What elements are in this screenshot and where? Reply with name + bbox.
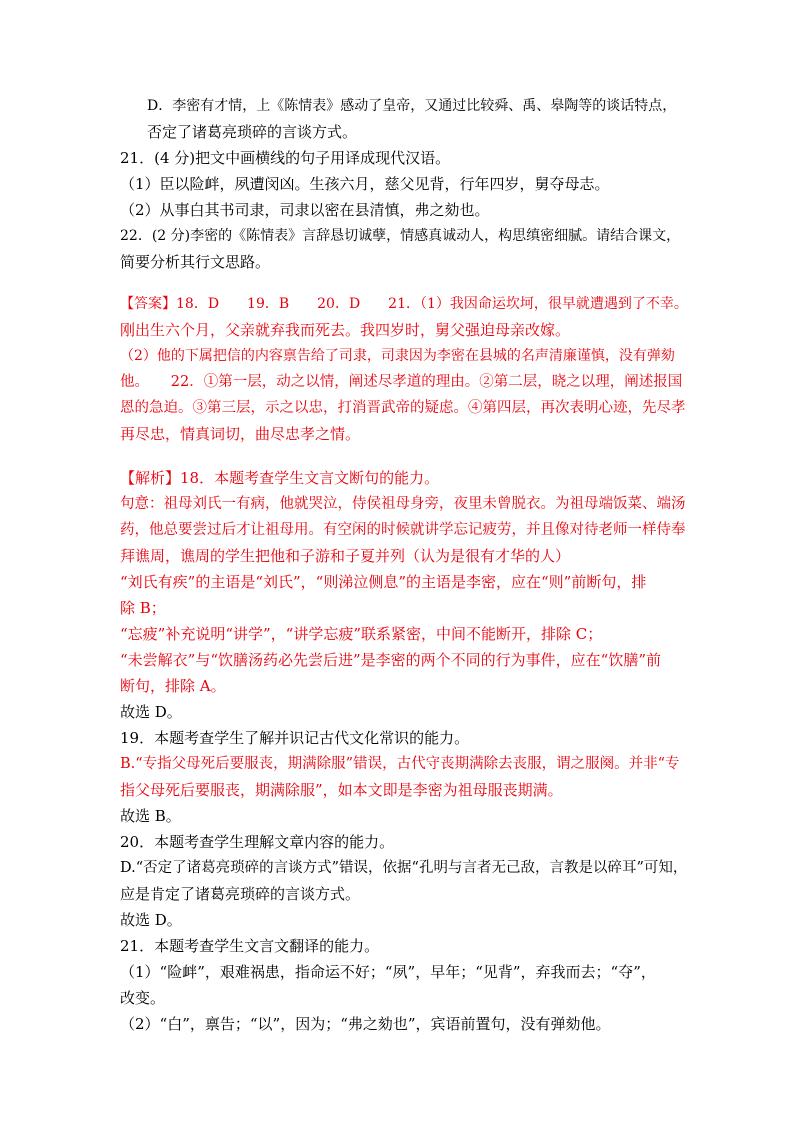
q21-item1: （1）臣以险衅，夙遭闵凶。生孩六月，慈父见背，行年四岁，舅夺母志。: [120, 175, 610, 193]
answer-line2: 刚出生六个月，父亲就弃我而死去。我四岁时，舅父强迫母亲改嫁。: [120, 321, 571, 339]
q21-item2: （2）从事白其书司隶，司隶以密在县清慎，弗之劾也。: [120, 201, 490, 219]
analysis-q18-line: 除 B；: [120, 599, 166, 617]
analysis-q20-line: D.“否定了诸葛亮琐碎的言谈方式”错误，依据“孔明与言者无己敌，言教是以碎耳”可知，: [120, 860, 688, 876]
analysis-q18-line: 药，他总要尝过后才让祖母用。有空闲的时候就讲学忘记疲劳，并且像对待老师一样侍奉: [120, 522, 686, 538]
analysis-q21-line: （2）“白”，禀告；“以”，因为；“弗之劾也”，宾语前置句，没有弹劾他。: [120, 1015, 611, 1033]
analysis-q18-line: “未尝解衣”与“饮膳汤药必先尝后进”是李密的两个不同的行为事件，应在“饮膳”前: [120, 651, 662, 669]
analysis-q19-heading: 19．本题考查学生了解并识记古代文化常识的能力。: [120, 729, 470, 747]
answer-line3: （2）他的下属把信的内容禀告给了司隶，司隶因为李密在县城的名声清廉谨慎，没有弹劾: [120, 348, 675, 364]
analysis-q18-conclusion: 故选 D。: [120, 703, 182, 721]
analysis-q19-line: 指父母死后要服丧，期满除服”，如本文即是李密为祖母服丧期满。: [120, 781, 563, 799]
q20-option-d-line1: D．李密有才情，上《陈情表》感动了皇帝，又通过比较舜、禹、皋陶等的谈话特点，: [147, 98, 677, 114]
analysis-q18-line: “刘氏有疾”的主语是“刘氏”，“则涕泣侧息”的主语是李密，应在“则”前断句，排: [120, 573, 647, 591]
answer-line6: 再尽忠，情真词切，曲尽忠孝之情。: [120, 425, 361, 443]
analysis-q18-line: “忘疲”补充说明“讲学”，“讲学忘疲”联系紧密，中间不能断开，排除 C；: [120, 625, 603, 643]
analysis-q20-heading: 20．本题考查学生理解文章内容的能力。: [120, 833, 395, 851]
q22-stem-line2: 简要分析其行文思路。: [120, 253, 271, 271]
answer-line1: 【答案】18．D 19．B 20．D 21．（1）我因命运坎坷，很早就遭遇到了不幸。: [120, 296, 688, 312]
analysis-q18-line: 句意：祖母刘氏一有病，他就哭泣，侍侯祖母身旁，夜里未曾脱衣。为祖母端饭菜、端汤: [120, 496, 686, 512]
q22-stem-line1: 22．(2 分)李密的《陈情表》言辞恳切诚孽，情感真诚动人，构思缜密细腻。请结合课文，: [120, 228, 681, 244]
answer-line5: 恩的急迫。③第三层，示之以忠，打消晋武帝的疑虑。④第四层，再次表明心迹，先尽孝: [120, 400, 686, 416]
analysis-q18-line: 断句，排除 A。: [120, 677, 226, 695]
analysis-q18-line: 拜谯周，谯周的学生把他和子游和子夏并列（认为是很有才华的人）: [120, 547, 571, 565]
analysis-q21-heading: 21．本题考查学生文言文翻译的能力。: [120, 937, 380, 955]
analysis-q18-heading: 【解析】18．本题考查学生文言文断句的能力。: [120, 469, 440, 487]
q20-option-d-line2: 否定了诸葛亮琐碎的言谈方式。: [147, 123, 358, 141]
analysis-q21-line: 改变。: [120, 989, 166, 1007]
analysis-q21-line: （1）“险衅”，艰难祸患，指命运不好；“夙”，早年；“见背”，弃我而去；“夺”，: [120, 963, 656, 981]
analysis-q20-conclusion: 故选 D。: [120, 911, 182, 929]
analysis-q19-line: B.“专指父母死后要服丧，期满除服”错误，古代守丧期满除去丧服，谓之服阕。并非“专: [120, 756, 680, 772]
answer-line4: 他。 22．①第一层，动之以情，阐述尽孝道的理由。②第二层，晓之以理，阐述报国: [120, 374, 683, 390]
q21-stem: 21．(4 分)把文中画横线的句子用译成现代汉语。: [120, 149, 451, 167]
analysis-q19-conclusion: 故选 B。: [120, 807, 181, 825]
analysis-q20-line: 应是肯定了诸葛亮琐碎的言谈方式。: [120, 885, 361, 903]
